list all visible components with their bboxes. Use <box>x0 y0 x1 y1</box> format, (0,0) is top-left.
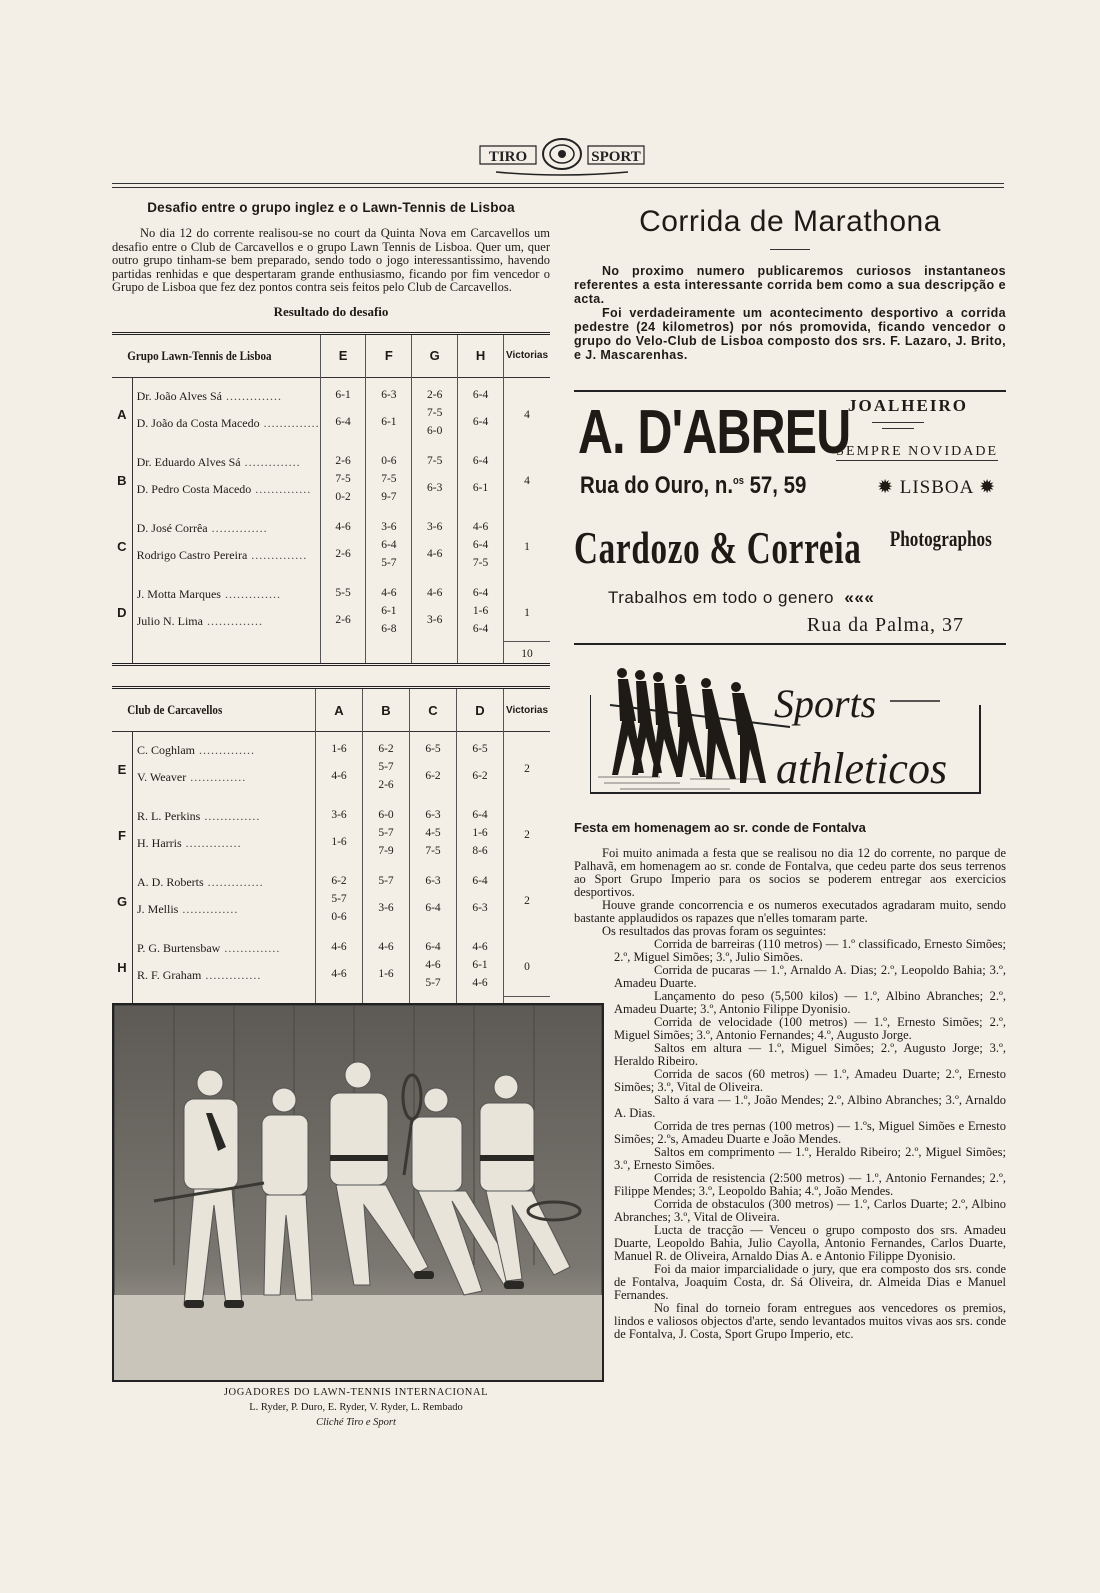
set-score: 4-5 <box>425 827 441 840</box>
svg-text:TIRO: TIRO <box>488 149 528 165</box>
ad-cardozo-trade: Photographos <box>889 526 992 551</box>
score-cell <box>316 732 363 799</box>
set-score: 7-5 <box>381 472 397 485</box>
set-score: 3-6 <box>427 520 443 533</box>
leader-dots: .............. <box>220 941 281 956</box>
ad-abreu-trade: JOALHEIRO <box>847 396 968 415</box>
victorias-value: 1 <box>504 510 550 576</box>
player-name <box>137 808 315 835</box>
leader-dots: .............. <box>195 743 256 758</box>
score-cell <box>363 732 410 799</box>
table-col-header: C <box>410 688 457 732</box>
festa-result-item: Lucta de tracção — Venceu o grupo composto dos srs. Amadeu Duarte, Leopoldo Bahia, Julio Cayolla, Antonio Fernandes, Carlos Duarte, Manuel R. de Oliveira, Arnaldo Dias A. e Antonio Filippe Dyonisio. <box>614 1223 1006 1263</box>
desafio-title: Desafio entre o grupo inglez e o Lawn-Tennis de Lisboa <box>147 200 515 215</box>
table-col-header: E <box>320 333 366 377</box>
score-cell <box>457 732 504 799</box>
marathon-title: Corrida de Marathona <box>639 205 941 238</box>
set-score: 6-1 <box>381 604 397 617</box>
set-score: 5-7 <box>331 893 347 906</box>
masthead-logo <box>476 132 648 178</box>
set-score: 6-0 <box>378 809 394 822</box>
victorias-header: Victorias <box>504 688 551 732</box>
set-score: 5-7 <box>378 761 394 774</box>
table-row <box>112 930 550 996</box>
leader-dots: .............. <box>202 613 263 628</box>
leader-dots: .............. <box>207 520 268 535</box>
set-score: 4-6 <box>331 941 347 954</box>
desafio-intro: No dia 12 do corrente realisou-se no court da Quinta Nova em Carcavellos um desafio entre o Club de Carcavellos e o grupo Lawn Tennis de Lisboa. Quer um, quer outro grupo tinham-se bem preparado, sendo todo o jogo interessantissimo, havendo partidas renhidas e que despertaram grande enthusiasmo, ficando por fim vencedor o Grupo de Lisboa que fez dez pontos contra seis feitos pelo Club de Carcavellos. <box>112 226 550 295</box>
set-score: 5-7 <box>425 977 441 990</box>
player-names <box>133 732 316 799</box>
set-score: 3-6 <box>378 902 394 915</box>
set-score: 6-4 <box>381 538 397 551</box>
score-cell <box>366 510 412 576</box>
set-score: 6-5 <box>425 743 441 756</box>
table-row <box>112 510 550 576</box>
set-score: 6-3 <box>381 388 397 401</box>
banner-line-2: athleticos <box>776 744 948 793</box>
divider <box>872 422 924 423</box>
table-col-header: F <box>366 333 412 377</box>
player-name-text: R. F. Graham <box>137 968 202 983</box>
score-cell <box>320 576 366 642</box>
player-name-text: D. José Corrêa <box>136 520 208 535</box>
player-name <box>137 388 320 415</box>
festa-title: Festa em homenagem ao sr. conde de Fontalva <box>574 820 866 835</box>
leader-dots: .............. <box>201 968 262 983</box>
set-score: 4-6 <box>331 770 347 783</box>
photo-caption-title: JOGADORES DO LAWN-TENNIS INTERNACIONAL <box>223 1387 489 1398</box>
victorias-value: 4 <box>504 444 550 510</box>
set-score: 7-5 <box>425 845 441 858</box>
ad-abreu-address-number: 57, 59 <box>749 472 807 499</box>
player-name <box>137 967 315 994</box>
photo-caption-names: L. Ryder, P. Duro, E. Ryder, V. Ryder, L. Rembado <box>249 1402 463 1413</box>
set-score: 1-6 <box>331 743 347 756</box>
set-score: 6-3 <box>425 809 441 822</box>
marathon-article <box>574 195 1006 362</box>
table-row <box>112 576 550 642</box>
festa-article <box>574 820 1006 1341</box>
short-rule <box>770 249 810 250</box>
set-score: 7-5 <box>335 472 351 485</box>
set-score: 5-7 <box>381 556 397 569</box>
score-cell <box>410 732 457 799</box>
set-score: 4-6 <box>381 586 397 599</box>
festa-result-item: Corrida de obstaculos (300 metros) — 1.º, Carlos Duarte; 2.º, Albino Abranches; 3.º, Vital de Oliveira. <box>614 1197 1006 1224</box>
set-score: 3-6 <box>427 613 443 626</box>
player-name-text: D. João da Costa Macedo <box>136 415 260 430</box>
score-cell <box>320 444 366 510</box>
set-score: 6-5 <box>472 743 488 756</box>
festa-paragraph: Houve grande concorrencia e os numeros executados agradaram muito, sendo bastante applaudidos os rapazes que n'elles tomaram parte. <box>574 898 1006 925</box>
set-score: 2-6 <box>378 779 394 792</box>
set-score: 2-6 <box>427 388 443 401</box>
table-row <box>112 798 550 864</box>
set-score: 6-4 <box>335 415 351 428</box>
player-name <box>137 586 320 613</box>
score-cell <box>458 444 504 510</box>
score-cell <box>366 576 412 642</box>
sports-athleticos-banner <box>590 665 990 805</box>
marathon-paragraph: Foi verdadeiramente um acontecimento desportivo a corrida pedestre (24 kilometros) por nós promovida, ficando vencedor o grupo do Velo-Club de Lisboa composto dos srs. F. Lazaro, J. Brito, e J. Mascarenhas. <box>574 306 1006 362</box>
set-score: 4-6 <box>472 977 488 990</box>
score-cell <box>457 864 504 930</box>
player-names <box>132 444 320 510</box>
set-score: 3-6 <box>381 520 397 533</box>
score-cell <box>410 864 457 930</box>
banner-line-1: Sports <box>774 681 877 726</box>
group-letter: G <box>116 893 128 909</box>
player-name <box>137 547 320 574</box>
set-score: 2-6 <box>335 547 351 560</box>
score-cell <box>363 930 410 996</box>
group-letter: C <box>117 539 127 555</box>
player-name-text: D. Pedro Costa Macedo <box>136 481 252 496</box>
score-cell <box>316 798 363 864</box>
score-cell <box>457 798 504 864</box>
festa-results-list <box>614 938 1006 1341</box>
victorias-value: 4 <box>504 377 550 444</box>
photo-caption <box>112 1385 600 1430</box>
set-score: 4-6 <box>427 586 443 599</box>
score-cell <box>458 377 504 444</box>
score-cell <box>366 377 412 444</box>
set-score: 4-6 <box>331 968 347 981</box>
ad-abreu <box>574 390 1006 512</box>
set-score: 8-6 <box>472 845 488 858</box>
player-name <box>137 520 320 547</box>
set-score: 6-4 <box>472 586 489 599</box>
leader-dots: .............. <box>220 586 281 601</box>
victorias-value: 2 <box>504 732 551 799</box>
score-cell <box>458 510 504 576</box>
player-name-text: H. Harris <box>137 836 182 851</box>
leader-dots: .............. <box>251 481 312 496</box>
set-score: 2-6 <box>335 613 351 626</box>
player-name-text: Rodrigo Castro Pereira <box>136 547 248 562</box>
festa-result-item: Corrida de resistencia (2:500 metros) — 1.º, Antonio Fernandes; 2.º, Filippe Mendes; 3.º, Leopoldo Bahia; 4.º, João Mendes. <box>614 1171 1006 1198</box>
ad-bottom-rule <box>574 643 1006 645</box>
group-letter: D <box>117 605 127 621</box>
ad-abreu-address-street: Rua do Ouro, n. <box>580 472 733 499</box>
table-row <box>112 732 550 799</box>
table-group-header: Grupo Lawn-Tennis de Lisboa <box>127 347 272 363</box>
festa-result-item: Corrida de barreiras (110 metros) — 1.º classificado, Ernesto Simões; 2.º, Miguel Simões; 3.º, Julio Simões. <box>614 937 1006 964</box>
set-score: 6-4 <box>472 622 489 635</box>
set-score: 7-5 <box>472 556 489 569</box>
player-name <box>137 415 320 442</box>
set-score: 6-4 <box>472 538 489 551</box>
player-name <box>137 481 320 508</box>
table-group-header: Club de Carcavellos <box>127 702 223 718</box>
player-name <box>137 454 320 481</box>
festa-result-item: Lançamento do peso (5,500 kilos) — 1.º, Albino Abranches; 2.º, Amadeu Duarte; 3.º, Antonio Filippe Dyonisio. <box>614 989 1006 1016</box>
set-score: 2-6 <box>335 454 351 467</box>
score-cell <box>366 444 412 510</box>
group-letter: B <box>117 473 127 489</box>
victorias-value: 2 <box>504 864 551 930</box>
set-score: 4-6 <box>335 520 351 533</box>
set-score: 4-6 <box>425 959 441 972</box>
score-table-carcavellos <box>112 686 550 1025</box>
player-name <box>137 835 315 862</box>
star-ornament-icon: ✹ <box>979 477 996 498</box>
group-letter: E <box>117 761 127 777</box>
set-score: 4-6 <box>378 941 394 954</box>
set-score: 6-1 <box>335 388 351 401</box>
score-cell <box>410 798 457 864</box>
player-names <box>132 576 320 642</box>
ad-cardozo-line <box>608 588 874 608</box>
festa-result-item: Saltos em comprimento — 1.º, Heraldo Ribeiro; 2.º, Miguel Simões; 3.º, Ernesto Simões. <box>614 1145 1006 1172</box>
group-letter: H <box>117 959 127 975</box>
score-cell <box>412 377 458 444</box>
set-score: 6-4 <box>472 454 489 467</box>
score-cell <box>316 930 363 996</box>
festa-result-item: Salto á vara — 1.º, João Mendes; 2.º, Albino Abranches; 3.º, Arnaldo A. Dias. <box>614 1093 1006 1120</box>
set-score: 6-2 <box>331 875 347 888</box>
player-name <box>137 874 315 901</box>
victorias-total: 10 <box>504 642 550 665</box>
ad-cardozo-line-text: Trabalhos em todo o genero <box>608 588 834 607</box>
set-score: 9-7 <box>381 490 397 503</box>
marathon-paragraph: No proximo numero publicaremos curiosos instantaneos referentes a esta interessante corrida bem como a sua descripção e acta. <box>574 264 1006 306</box>
table-col-header: H <box>458 333 504 377</box>
score-cell <box>363 798 410 864</box>
set-score: 1-6 <box>331 836 347 849</box>
table-row <box>112 444 550 510</box>
victorias-header: Victorias <box>504 333 550 377</box>
table-col-header: D <box>457 688 504 732</box>
player-name <box>137 901 315 928</box>
set-score: 7-5 <box>427 454 443 467</box>
player-name-text: C. Coghlam <box>137 743 196 758</box>
festa-paragraph: Os resultados das provas foram os seguintes: <box>602 924 827 938</box>
set-score: 6-4 <box>425 902 441 915</box>
leader-dots: .............. <box>240 454 301 469</box>
set-score: 7-5 <box>427 406 443 419</box>
set-score: 3-6 <box>331 809 347 822</box>
set-score: 6-1 <box>381 415 397 428</box>
ad-abreu-tagline: SEMPRE NOVIDADE <box>836 444 998 459</box>
set-score: 5-7 <box>378 827 394 840</box>
victorias-value: 2 <box>504 798 551 864</box>
score-cell <box>457 930 504 996</box>
player-name-text: V. Weaver <box>137 770 187 785</box>
team-photo-illustration <box>114 1005 602 1380</box>
score-table-lisboa <box>112 332 550 671</box>
total-row <box>112 642 550 665</box>
player-name-text: Dr. Eduardo Alves Sá <box>136 454 241 469</box>
table-row <box>112 377 550 444</box>
ad-cardozo <box>574 512 1006 644</box>
festa-result-item: Corrida de velocidade (100 metros) — 1.º, Ernesto Simões; 2.º, Miguel Simões; 3.º, Antonio Fernandes; 4.º, Augusto Jorge. <box>614 1015 1006 1042</box>
results-title: Resultado do desafio <box>273 303 389 319</box>
set-score: 6-8 <box>381 622 397 635</box>
set-score: 6-4 <box>472 415 489 428</box>
player-names <box>133 798 316 864</box>
ad-abreu-name: A. D'ABREU <box>578 398 851 467</box>
header-rule <box>112 183 1004 184</box>
set-score: 6-4 <box>472 875 488 888</box>
player-name-text: R. L. Perkins <box>137 809 201 824</box>
set-score: 6-0 <box>427 424 443 437</box>
player-names <box>132 377 320 444</box>
ad-abreu-address-sup: os <box>733 475 744 487</box>
group-letter: F <box>118 827 126 843</box>
table-col-header: G <box>412 333 458 377</box>
festa-result-item: Corrida de sacos (60 metros) — 1.º, Amadeu Duarte; 2.º, Ernesto Simões; 3.º, Vital de Oliveira. <box>614 1067 1006 1094</box>
leader-dots: .............. <box>247 547 308 562</box>
festa-result-item: No final do torneio foram entregues aos vencedores os premios, lindos e valiosos objectos d'arte, sendo levantados muitos vivas aos srs. conde de Fontalva, J. Costa, Sport Grupo Imperio, etc. <box>614 1301 1006 1341</box>
player-name <box>137 940 315 967</box>
score-cell <box>458 576 504 642</box>
player-name-text: J. Mellis <box>137 902 179 917</box>
set-score: 4-6 <box>472 520 489 533</box>
player-name <box>137 742 315 769</box>
set-score: 6-2 <box>425 770 441 783</box>
photo-caption-credit: Cliché Tiro e Sport <box>316 1417 396 1428</box>
set-score: 6-3 <box>472 902 488 915</box>
set-score: 6-1 <box>472 481 489 494</box>
leader-dots: .............. <box>181 836 242 851</box>
ad-abreu-city: LISBOA <box>899 477 974 498</box>
set-score: 4-6 <box>472 941 488 954</box>
player-name <box>137 613 320 640</box>
score-cell <box>363 864 410 930</box>
leader-dots: .............. <box>186 770 247 785</box>
set-score: 1-6 <box>472 604 489 617</box>
ad-abreu-city-block <box>877 476 996 499</box>
player-name-text: P. G. Burtensbaw <box>137 941 221 956</box>
table-col-header: A <box>316 688 363 732</box>
svg-text:SPORT: SPORT <box>591 149 641 165</box>
set-score: 1-6 <box>472 827 488 840</box>
group-letter: A <box>117 407 127 423</box>
table-row <box>112 864 550 930</box>
set-score: 0-6 <box>331 911 347 924</box>
set-score: 1-6 <box>378 968 394 981</box>
star-ornament-icon: ✹ <box>877 477 894 498</box>
divider <box>882 428 914 429</box>
score-cell <box>316 864 363 930</box>
score-cell <box>320 510 366 576</box>
festa-paragraph: Foi muito animada a festa que se realisou no dia 12 do corrente, no parque de Palhavã, em homenagem ao sr. conde de Fontalva, que cedeu parte dos seus terrenos ao Sport Grupo Imperio para os socios se poderem entregar aos exercicios desportivos. <box>574 846 1006 899</box>
set-score: 6-4 <box>425 941 441 954</box>
set-score: 5-7 <box>378 875 394 888</box>
tug-of-war-illustration <box>590 665 990 805</box>
leader-dots: .............. <box>203 875 264 890</box>
player-name-text: J. Motta Marques <box>136 586 221 601</box>
score-cell <box>320 377 366 444</box>
set-score: 6-3 <box>425 875 441 888</box>
player-name <box>137 769 315 796</box>
leader-dots: .............. <box>259 415 320 430</box>
set-score: 6-2 <box>378 743 394 756</box>
score-cell <box>412 444 458 510</box>
ad-cardozo-address: Rua da Palma, 37 <box>806 614 964 636</box>
player-names <box>132 510 320 576</box>
set-score: 7-9 <box>378 845 394 858</box>
player-names <box>133 930 316 996</box>
festa-result-item: Foi da maior imparcialidade o jury, que era composto dos srs. conde de Fontalva, Joaquim Costa, dr. Sá Oliveira, dr. Almeida Dias e Manuel Fernandes. <box>614 1262 1006 1302</box>
set-score: 5-5 <box>335 586 351 599</box>
player-names <box>133 864 316 930</box>
leader-dots: .............. <box>178 902 239 917</box>
header-rule <box>112 187 1004 188</box>
victorias-value: 1 <box>504 576 550 642</box>
set-score: 4-6 <box>427 547 443 560</box>
set-score: 6-4 <box>472 809 488 822</box>
player-name-text: A. D. Roberts <box>137 875 204 890</box>
leader-dots: .............. <box>200 809 261 824</box>
score-cell <box>412 510 458 576</box>
arrow-ornament-icon: ««« <box>839 588 875 607</box>
set-score: 6-3 <box>427 481 443 494</box>
festa-result-item: Saltos em altura — 1.º, Miguel Simões; 2.º, Augusto Jorge; 3.º, Heraldo Ribeiro. <box>614 1041 1006 1068</box>
set-score: 0-6 <box>381 454 397 467</box>
desafio-article <box>112 200 550 1025</box>
team-photo <box>112 1003 604 1382</box>
table-col-header: B <box>363 688 410 732</box>
ad-abreu-address <box>580 472 806 500</box>
victorias-value: 0 <box>504 930 551 996</box>
leader-dots: .............. <box>221 388 282 403</box>
set-score: 0-2 <box>335 490 351 503</box>
set-score: 6-2 <box>472 770 488 783</box>
player-name-text: Dr. João Alves Sá <box>136 388 222 403</box>
player-name-text: Julio N. Lima <box>136 613 203 628</box>
set-score: 6-1 <box>472 959 488 972</box>
score-cell <box>412 576 458 642</box>
festa-result-item: Corrida de tres pernas (100 metros) — 1.ºs, Miguel Simões e Ernesto Simões; 2.ºs, Amadeu Duarte e João Mendes. <box>614 1119 1006 1146</box>
festa-result-item: Corrida de pucaras — 1.º, Arnaldo A. Dias; 2.º, Leopoldo Bahia; 3.º, Amadeu Duarte. <box>614 963 1006 990</box>
score-cell <box>410 930 457 996</box>
set-score: 6-4 <box>472 388 489 401</box>
ad-cardozo-name: Cardozo & Correia <box>574 522 862 573</box>
